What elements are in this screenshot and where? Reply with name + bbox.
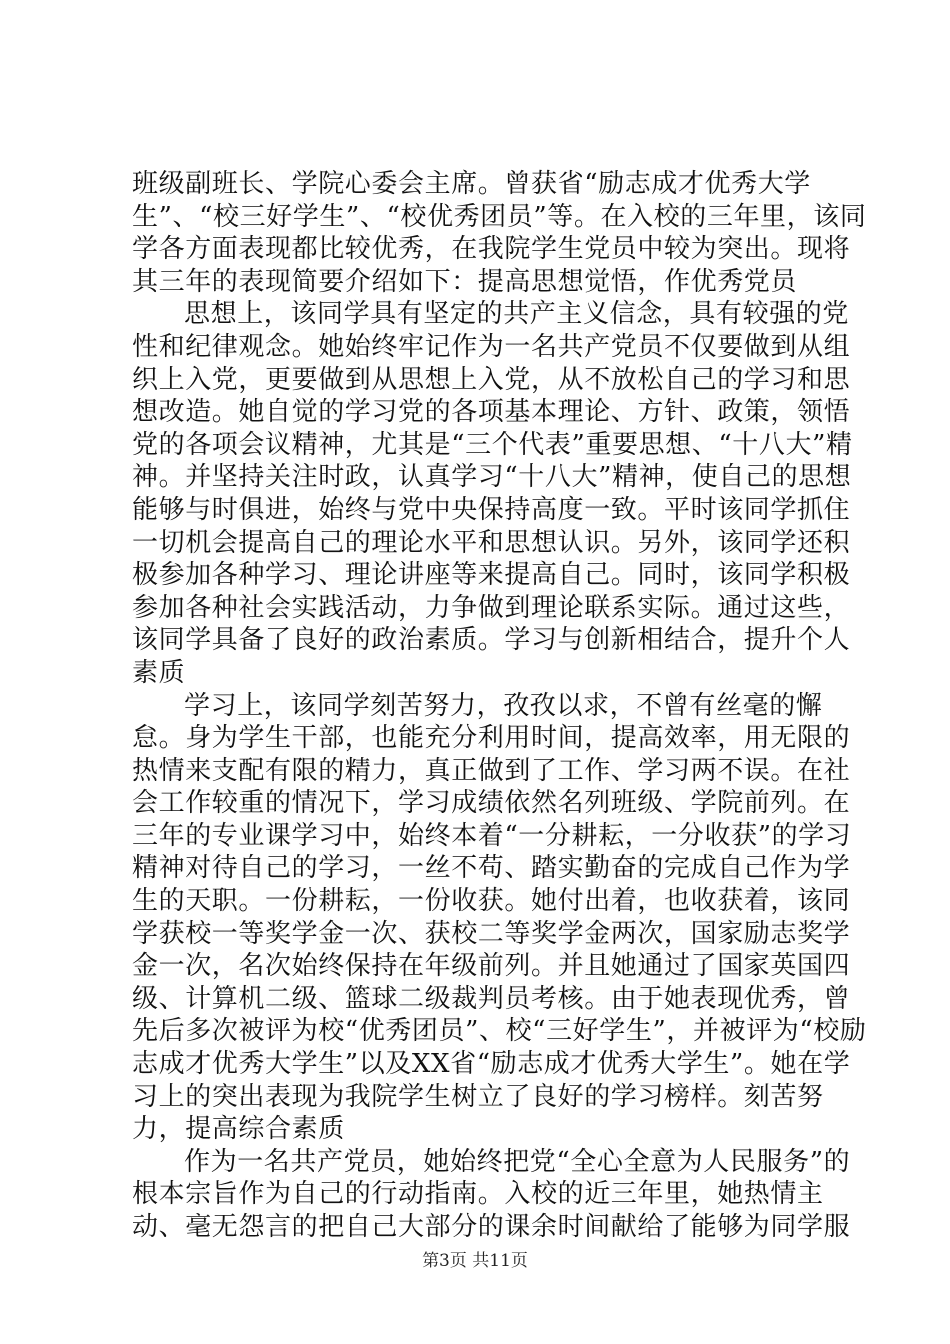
document-body [132, 168, 872, 1244]
paragraph-intro: 班级副班长、学院心委会主席。曾获省“励志成才优秀大学生”、“校三好学生”、“校优秀团员”等。在入校的三年里，该同学各方面表现都比较优秀，在我院学生党员中较为突出。现将其三年的表现简要介绍如下：提高思想觉悟，作优秀党员 [132, 169, 867, 297]
paragraph-service: 作为一名共产党员，她始终把党“全心全意为人民服务”的根本宗旨作为自己的行动指南。入校的近三年里，她热情主动、毫无怨言的把自己大部分的课余时间献给了能够为同学服 [132, 1146, 851, 1242]
paragraph-study: 学习上，该同学刻苦努力，孜孜以求，不曾有丝毫的懈怠。身为学生干部，也能充分利用时间，提高效率，用无限的热情来支配有限的精力，真正做到了工作、学习两不误。在社会工作较重的情况下，学习成绩依然名列班级、学院前列。在三年的专业课学习中，始终本着“一分耕耘，一分收获”的学习精神对待自己的学习，一丝不苟、踏实勤奋的完成自己作为学生的天职。一份耕耘，一份收获。她付出着，也收获着，该同学获校一等奖学金一次、获校二等奖学金两次，国家励志奖学金一次，名次始终保持在年级前列。并且她通过了国家英国四级、计算机二级、篮球二级裁判员考核。由于她表现优秀，曾先后多次被评为校“优秀团员”、校“三好学生”，并被评为“校励志成才优秀大学生”以及XX省“励志成才优秀大学生”。她在学习上的突出表现为我院学生树立了良好的学习榜样。刻苦努力，提高综合素质 [132, 690, 867, 1145]
paragraph-ideology: 思想上，该同学具有坚定的共产主义信念，具有较强的党性和纪律观念。她始终牢记作为一名共产党员不仅要做到从组织上入党，更要做到从思想上入党，从不放松自己的学习和思想改造。她自觉的学习党的各项基本理论、方针、政策，领悟党的各项会议精神，尤其是“三个代表”重要思想、“十八大”精神。并坚持关注时政，认真学习“十八大”精神，使自己的思想能够与时俱进，始终与党中央保持高度一致。平时该同学抓住一切机会提高自己的理论水平和思想认识。另外，该同学还积极参加各种学习、理论讲座等来提高自己。同时，该同学积极参加各种社会实践活动，力争做到理论联系实际。通过这些，该同学具备了良好的政治素质。学习与创新相结合，提升个人素质 [132, 299, 853, 688]
page-footer: 第3页 共11页 [422, 1251, 528, 1271]
